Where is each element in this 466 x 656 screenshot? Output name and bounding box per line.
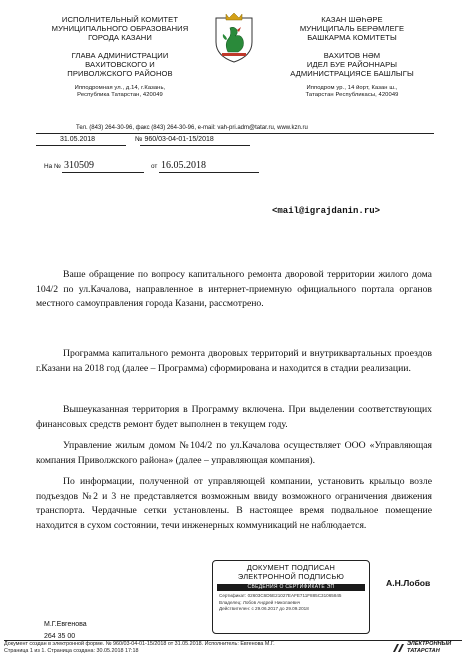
body-paragraph-3: Вышеуказанная территория в Программу включена. При выделении соответствующих финансовых средств ремонт будет выполнен в текущем году. [36,404,432,430]
electronic-tatarstan-icon [392,643,406,653]
logo-line-2: ТАТАРСТАН [407,647,440,654]
stamp-title-line-1: ДОКУМЕНТ ПОДПИСАН [246,563,336,572]
stamp-owner-value: Лобов Андрей Николаевич [242,599,301,605]
header-left [40,16,200,100]
logo-line-1: ЭЛЕКТРОННЫЙ [407,641,452,647]
electronic-tatarstan-logo [392,641,462,656]
recipient-email: <mail@igrajdanin.ru> [272,206,381,216]
e-signature-stamp [212,560,370,634]
head-title-line-3: ПРИВОЛЖСКОГО РАЙОНОВ [67,68,173,78]
coat-of-arms-icon [214,12,254,64]
body-paragraph-5: По информации, полученной от управляющей компании, установить крыльцо возле подъездов №2 и 3 не представляется возможным ввиду возможного ограничения движения транспорта. Чердачные сетки установлены. В настоящее время подвальное помещение находится в сухом состоянии, течи инженерных коммуникаций не наблюдается. [36,476,432,531]
org-name-tt-line-2: МУНИЦИПАЛЬ БЕРӘМЛЕГЕ [299,23,405,33]
reg-number-underline [140,145,250,146]
executor-phone: 264 35 00 [44,633,76,640]
reference-date-underline [159,172,259,173]
address-left-line-2: Республика Татарстан, 420049 [77,92,163,99]
address-right [272,85,432,100]
signatory-name: А.Н.Лобов [386,578,431,588]
head-title-tt-line-1: ВАХИТОВ HӘМ [323,51,381,61]
reference-no-label: На № [44,163,61,170]
footer-line-1: Документ создан в электронной форме. № 960/03-04-01-15/2018 от 31.05.2018. Исполнитель: Евгенова М.Г. [4,641,275,647]
address-left [40,85,200,100]
reference-from-label: от [151,163,158,170]
stamp-valid-value: с 29.06.2017 до 29.09.2018 [251,606,309,612]
footer-line-2: Страница 1 из 1. Страница создана: 30.05.2018 17:18 [4,648,139,654]
head-title-tt-line-2: ИДЕЛ БУЕ РАЙОННАРЫ [306,60,398,70]
org-name-line-3: ГОРОДА КАЗАНИ [88,32,152,42]
stamp-cert-label: Сертификат: [219,593,247,599]
contacts-line: Тел. (843) 264-30-96, факс (843) 264-30-96, e-mail: vah-pri.adm@tatar.ru, www.kzn.ru [76,125,308,131]
reg-date-underline [36,145,126,146]
address-left-line-1: Ипподромная ул., д.14, г.Казань, [74,84,166,91]
stamp-valid-label: Действителен: [219,606,251,612]
body-paragraph-4: Управление жилым домом №104/2 по ул.Качалова осуществляет ООО «Управляющая компания Приволжского района» (далее – управляющая компания). [36,440,432,466]
registration-number [135,136,214,143]
stamp-owner-label: Владелец: [219,599,242,605]
stamp-valid-row [219,606,369,613]
org-name-line-2: МУНИЦИПАЛЬНОГО ОБРАЗОВАНИЯ [51,23,189,33]
stamp-certificate-row [219,593,369,600]
header-divider [36,133,434,134]
reference-line [44,160,304,174]
header-right [272,16,432,100]
footer-info [4,641,384,655]
reference-number: 310509 [64,160,94,171]
org-name-tt-line-3: БАШКАРМА КОМИТЕТЫ [307,32,397,42]
org-name-line-1: ИСПОЛНИТЕЛЬНЫЙ КОМИТЕТ [61,15,179,24]
stamp-title [213,564,369,581]
head-title-line-2: ВАХИТОВСКОГО И [85,60,155,70]
head-title-line-1: ГЛАВА АДМИНИСТРАЦИИ [71,51,169,61]
address-right-line-1: Ипподром ур., 14 йорт, Казан ш., [306,84,398,91]
reference-date: 16.05.2018 [161,160,206,171]
stamp-cert-value: 02603C6D5E21027EAFE711F885C31065845 [247,593,342,599]
executor-name: М.Г.Евгенова [44,621,87,628]
head-title-tt-line-3: АДМИНИСТРАЦИЯСЕ БАШЛЫГЫ [290,68,414,78]
org-name-tt-line-1: КАЗАН ШӘҺӘРЕ [321,15,383,24]
registration-date: 31.05.2018 [60,136,96,143]
body-paragraph-2: Программа капитального ремонта дворовых территорий и внутриквартальных проездов г.Казани на 2018 год (далее – Программа) сформирована и находится в стадии реализации. [36,348,432,374]
body-paragraph-1: Ваше обращение по вопросу капитального ремонта дворовой территории жилого дома 104/2 по ул.Качалова, направленное в интернет-приемную официального портала органов местного самоуправления города Казани, рассмотрено. [36,269,432,310]
reg-number-prefix: № [135,136,143,143]
stamp-title-line-2: ЭЛЕКТРОННОЙ ПОДПИСЬЮ [237,571,345,581]
reg-number-value: 960/03-04-01-15/2018 [144,136,214,143]
reference-no-underline [62,172,144,173]
address-right-line-2: Татарстан Республикасы, 420049 [305,92,399,99]
stamp-certificate-bar: СВЕДЕНИЯ О СЕРТИФИКАТЕ ЭП [217,584,365,591]
